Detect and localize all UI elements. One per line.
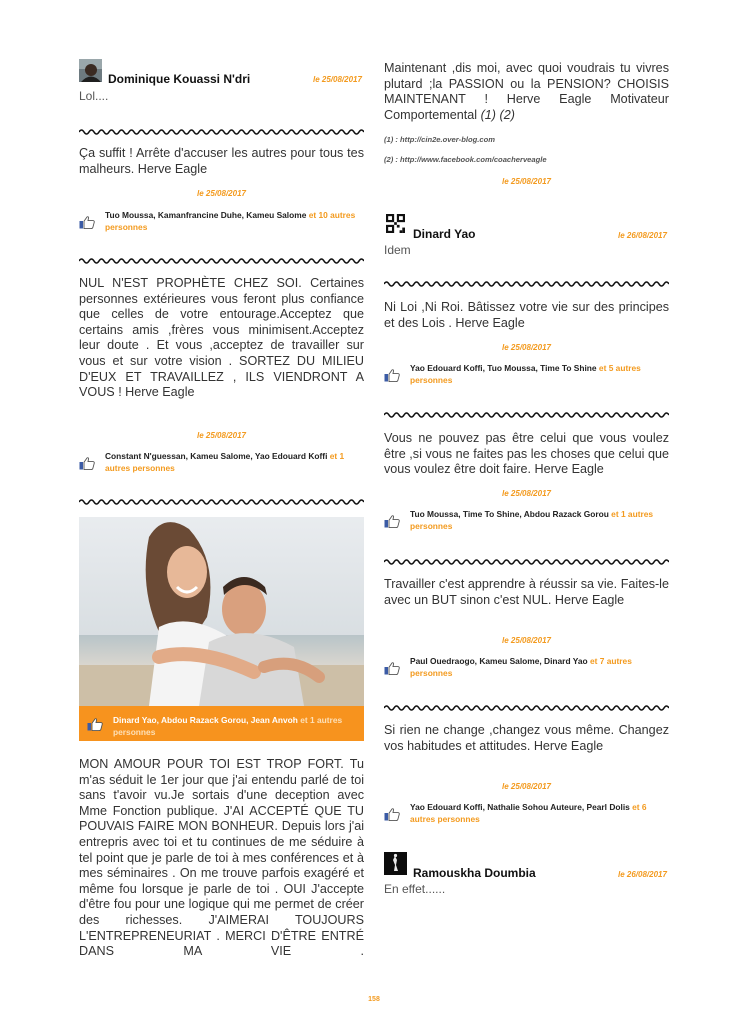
qr-avatar bbox=[386, 214, 405, 233]
post-date: le 26/08/2017 bbox=[618, 870, 667, 879]
couple-beach-photo[interactable] bbox=[79, 517, 364, 706]
likes-names[interactable]: Yao Edouard Koffi, Tuo Moussa, Time To Shine bbox=[410, 363, 597, 373]
wave-divider bbox=[384, 704, 669, 712]
post-date: le 25/08/2017 bbox=[502, 782, 551, 791]
likes-names[interactable]: Constant N'guessan, Kameu Salome, Yao Edouard Koffi bbox=[105, 451, 328, 461]
wave-divider bbox=[79, 498, 364, 506]
post-text: Si rien ne change ,changez vous même. Changez vos habitudes et attitudes. Herve Eagle bbox=[384, 723, 669, 753]
post-text: Travailler c'est apprendre à réussir sa vie. Faites-le avec un BUT sinon c'est NUL. Herve Eagle bbox=[384, 577, 669, 607]
post-date: le 25/08/2017 bbox=[502, 489, 551, 498]
post-date: le 25/08/2017 bbox=[197, 431, 246, 440]
likes-list[interactable] bbox=[410, 363, 669, 386]
wave-divider bbox=[384, 558, 669, 566]
likes-list[interactable] bbox=[410, 509, 669, 532]
likes-more[interactable]: et 10 autres personnes bbox=[105, 210, 356, 232]
wave-divider bbox=[384, 280, 669, 288]
user-avatar bbox=[384, 852, 407, 875]
likes-list[interactable] bbox=[105, 210, 364, 233]
post-text: Ni Loi ,Ni Roi. Bâtissez votre vie sur des principes et des Lois . Herve Eagle bbox=[384, 300, 669, 330]
post-text: Ça suffit ! Arrête d'accuser les autres pour tous tes malheurs. Herve Eagle bbox=[79, 146, 364, 176]
likes-names[interactable]: Yao Edouard Koffi, Nathalie Sohou Auteure, Pearl Dolis bbox=[410, 802, 630, 812]
like-icon[interactable] bbox=[384, 515, 400, 528]
wave-divider bbox=[79, 128, 364, 136]
like-icon[interactable] bbox=[79, 457, 95, 470]
post-text: MON AMOUR POUR TOI EST TROP FORT. Tu m'as séduit le 1er jour que j'ai entendu parlé de toi sans t'avoir vu.Je sortais d'une deception avec Mme Fonction publique. J'AI ACCEPTÉ QUE TU POUVAIS FAIRE MON BONHEUR. Depuis lors j'ai entrepris avec toi et tu continues de me séduire à tel point que je parle de toi à mes conférences et à mes séminaires . On me trouve parfois exagéré et même fou lorsque je parle de toi . OUI J'accepte d'être fou pour une logique qui me permet de créer des richesses. J'AIMERAI TOUJOURS L'ENTREPRENEURIAT . MERCI D'ÊTRE ENTRÉ DANS MA VIE . bbox=[79, 757, 364, 959]
reference-link[interactable]: (1) : http://cin2e.over-blog.com bbox=[384, 135, 495, 144]
likes-more[interactable]: et 6 autres personnes bbox=[410, 802, 647, 824]
post-author[interactable]: Ramouskha Doumbia bbox=[413, 866, 536, 880]
post-date: le 25/08/2017 bbox=[502, 177, 551, 186]
reference-link[interactable]: (2) : http://www.facebook.com/coacherveagle bbox=[384, 155, 547, 164]
likes-more[interactable]: et 1 autres personnes bbox=[410, 509, 654, 531]
post-date: le 25/08/2017 bbox=[197, 189, 246, 198]
post-date: le 26/08/2017 bbox=[618, 231, 667, 240]
post-text: NUL N'EST PROPHÈTE CHEZ SOI. Certaines personnes extérieures vous feront plus confiance que celles de votre entourage.Acceptez que certains amis ,frères vous minimisent.Acceptez leur doute . Et vous ,acceptez de travailler sur vous et sur votre vision . SORTEZ DU MILIEU D'EUX ET TRAVAILLEZ , ILS VIENDRONT A VOUS ! Herve Eagle bbox=[79, 276, 364, 400]
post-text-body: Maintenant ,dis moi, avec quoi voudrais tu vivres plutard ;la PASSION ou la PENSION? CHOISIS MAINTENANT ! Herve Eagle Motivateur Comportemental bbox=[384, 61, 669, 122]
photo-likes-bar bbox=[79, 706, 364, 741]
likes-more[interactable]: et 1 autres personnes bbox=[105, 451, 345, 473]
post-text: Vous ne pouvez pas être celui que vous voulez être ,si vous ne faites pas les choses que celui que vous voulez être doit faire. Herve Eagle bbox=[384, 431, 669, 477]
post-date: le 25/08/2017 bbox=[502, 343, 551, 352]
post-date: le 25/08/2017 bbox=[502, 636, 551, 645]
post-author[interactable]: Dinard Yao bbox=[413, 227, 476, 241]
reference-markers: (1) (2) bbox=[480, 107, 515, 122]
likes-names[interactable]: Tuo Moussa, Kamanfrancine Duhe, Kameu Salome bbox=[105, 210, 307, 220]
likes-list[interactable] bbox=[410, 656, 669, 679]
post-text bbox=[384, 61, 669, 123]
post-date: le 25/08/2017 bbox=[313, 75, 362, 84]
like-icon[interactable] bbox=[384, 369, 400, 382]
user-avatar bbox=[79, 59, 102, 82]
like-icon[interactable] bbox=[79, 216, 95, 229]
wave-divider bbox=[79, 257, 364, 265]
likes-names[interactable]: Dinard Yao, Abdou Razack Gorou, Jean Anvoh bbox=[113, 715, 298, 725]
comment-text: Lol.... bbox=[79, 89, 109, 103]
likes-names[interactable]: Paul Ouedraogo, Kameu Salome, Dinard Yao bbox=[410, 656, 588, 666]
like-icon[interactable] bbox=[87, 718, 103, 731]
likes-names[interactable]: Tuo Moussa, Time To Shine, Abdou Razack Gorou bbox=[410, 509, 609, 519]
likes-list[interactable] bbox=[113, 715, 361, 738]
page-number: 158 bbox=[368, 996, 380, 1003]
like-icon[interactable] bbox=[384, 808, 400, 821]
likes-list[interactable] bbox=[105, 451, 364, 474]
post-author[interactable]: Dominique Kouassi N'dri bbox=[108, 72, 251, 86]
likes-list[interactable] bbox=[410, 802, 669, 825]
likes-more[interactable]: et 1 autres personnes bbox=[113, 715, 343, 737]
comment-text: En effet...... bbox=[384, 882, 446, 896]
likes-more[interactable]: et 5 autres personnes bbox=[410, 363, 641, 385]
likes-more[interactable]: et 7 autres personnes bbox=[410, 656, 632, 678]
wave-divider bbox=[384, 411, 669, 419]
comment-text: Idem bbox=[384, 243, 411, 257]
like-icon[interactable] bbox=[384, 662, 400, 675]
